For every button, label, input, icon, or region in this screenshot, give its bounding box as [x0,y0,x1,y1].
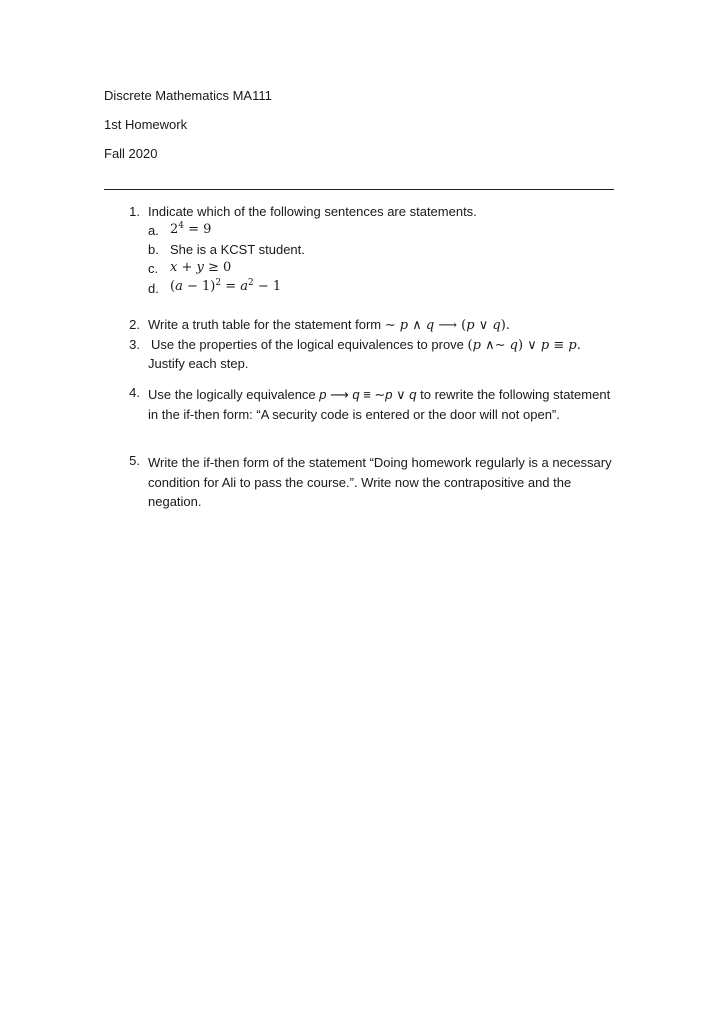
question-1-number: 1. [129,204,140,219]
question-5-number: 5. [129,453,140,468]
term-label: Fall 2020 [104,146,158,161]
question-4-number: 4. [129,385,140,400]
question-2-text: Write a truth table for the statement form [148,317,382,332]
course-title: Discrete Mathematics MA111 [104,88,272,103]
question-5-text: Write the if-then form of the statement “Doing homework regularly is a necessary condition for Ali to pass the course.”. Write now the contrapositive and the negation. [148,455,612,509]
q1-item-d-math: $(a - 1)^2 = a^2 - 1$ [170,278,282,294]
question-4-text-pre: Use the logically equivalence [148,387,316,402]
q1-item-c-label: c. [148,261,159,276]
q4-equivalence: p ⟶ q ≡ ∼p ∨ q [319,387,417,402]
question-2-number: 2. [129,317,140,332]
question-4-text [148,385,618,424]
question-3-number: 3. [129,337,140,352]
question-3-text: Use the properties of the logical equivalences to prove [151,337,464,352]
question-1-text: Indicate which of the following sentences are statements. [148,204,477,219]
q1-item-d-label: d. [148,281,159,296]
q1-item-c-math: x + y ≥ 0 [170,260,232,275]
q1-item-a-label: a. [148,223,159,238]
assignment-title: 1st Homework [104,117,188,132]
question-2-line [148,317,510,333]
question-3-text-line2: Justify each step. [148,356,249,371]
q1-item-a-math: $2^4 = 9$ [170,221,212,237]
q1-item-b-label: b. [148,242,159,257]
q3-equivalence: (p ∧∼ q) ∨ p ≡ p. [467,338,581,353]
question-3-line [151,337,581,353]
q1-item-b-text: She is a KCST student. [170,242,305,257]
header-divider [104,189,614,190]
question-4-text-post: to rewrite the following statement in the if-then form: “A security code is entered or the door will not open”. [148,387,611,422]
q2-statement-form: ∼ p ∧ q ⟶ (p ∨ q). [384,318,510,333]
